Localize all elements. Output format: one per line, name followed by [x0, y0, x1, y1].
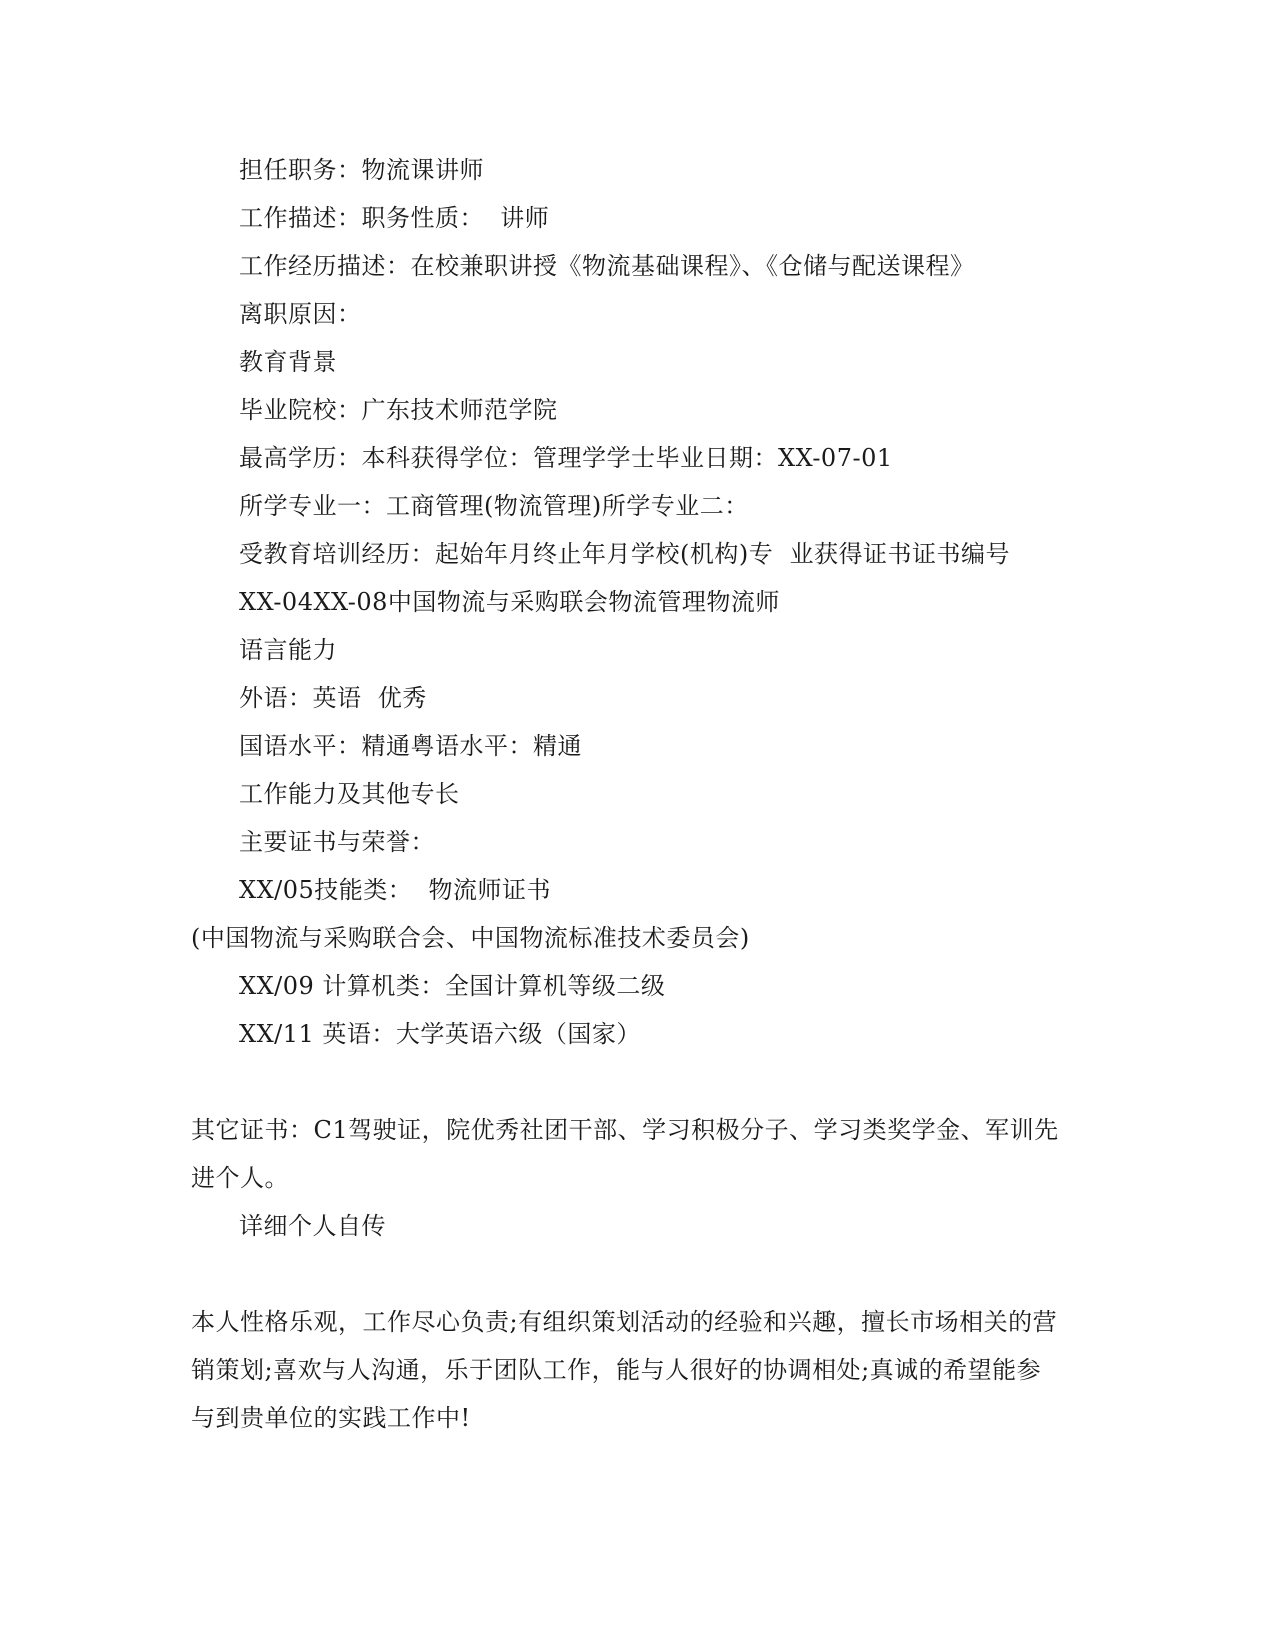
mandarin-cantonese-line: 国语水平：精通粤语水平：精通: [239, 732, 582, 760]
skills-heading: 工作能力及其他专长: [239, 780, 460, 808]
education-heading: 教育背景: [239, 348, 337, 376]
autobiography-line-2: 销策划;喜欢与人沟通，乐于团队工作，能与人很好的协调相处;真诚的希望能参: [191, 1356, 1042, 1384]
certificate-computer-line: XX/09 计算机类：全国计算机等级二级: [239, 972, 666, 1000]
leave-reason-line: 离职原因：: [239, 300, 362, 328]
certificate-logistics-line: XX/05技能类： 物流师证书: [239, 876, 552, 904]
job-title-line: 担任职务：物流课讲师: [239, 156, 484, 184]
certificate-english-line: XX/11 英语：大学英语六级（国家）: [239, 1020, 641, 1048]
other-certificates-line-1: 其它证书：C1驾驶证，院优秀社团干部、学习积极分子、学习类奖学金、军训先: [191, 1116, 1059, 1144]
training-header-line: 受教育培训经历：起始年月终止年月学校(机构)专 业获得证书证书编号: [239, 540, 1010, 568]
training-record-line: XX-04XX-08中国物流与采购联会物流管理物流师: [239, 588, 780, 616]
foreign-language-line: 外语：英语 优秀: [239, 684, 427, 712]
other-certificates-line-2: 进个人。: [191, 1164, 289, 1192]
language-heading: 语言能力: [239, 636, 337, 664]
job-description-line: 工作描述：职务性质： 讲师: [239, 204, 550, 232]
major-line: 所学专业一：工商管理(物流管理)所学专业二：: [239, 492, 749, 520]
degree-line: 最高学历：本科获得学位：管理学学士毕业日期：XX-07-01: [239, 444, 893, 472]
autobiography-line-3: 与到贵单位的实践工作中!: [191, 1404, 471, 1432]
work-experience-line: 工作经历描述：在校兼职讲授《物流基础课程》、《仓储与配送课程》: [239, 252, 975, 280]
school-line: 毕业院校：广东技术师范学院: [239, 396, 558, 424]
certificates-heading: 主要证书与荣誉：: [239, 828, 435, 856]
autobiography-heading: 详细个人自传: [239, 1212, 386, 1240]
autobiography-line-1: 本人性格乐观，工作尽心负责;有组织策划活动的经验和兴趣，擅长市场相关的营: [191, 1308, 1058, 1336]
certificate-issuer-line: (中国物流与采购联合会、中国物流标准技术委员会): [191, 924, 750, 952]
